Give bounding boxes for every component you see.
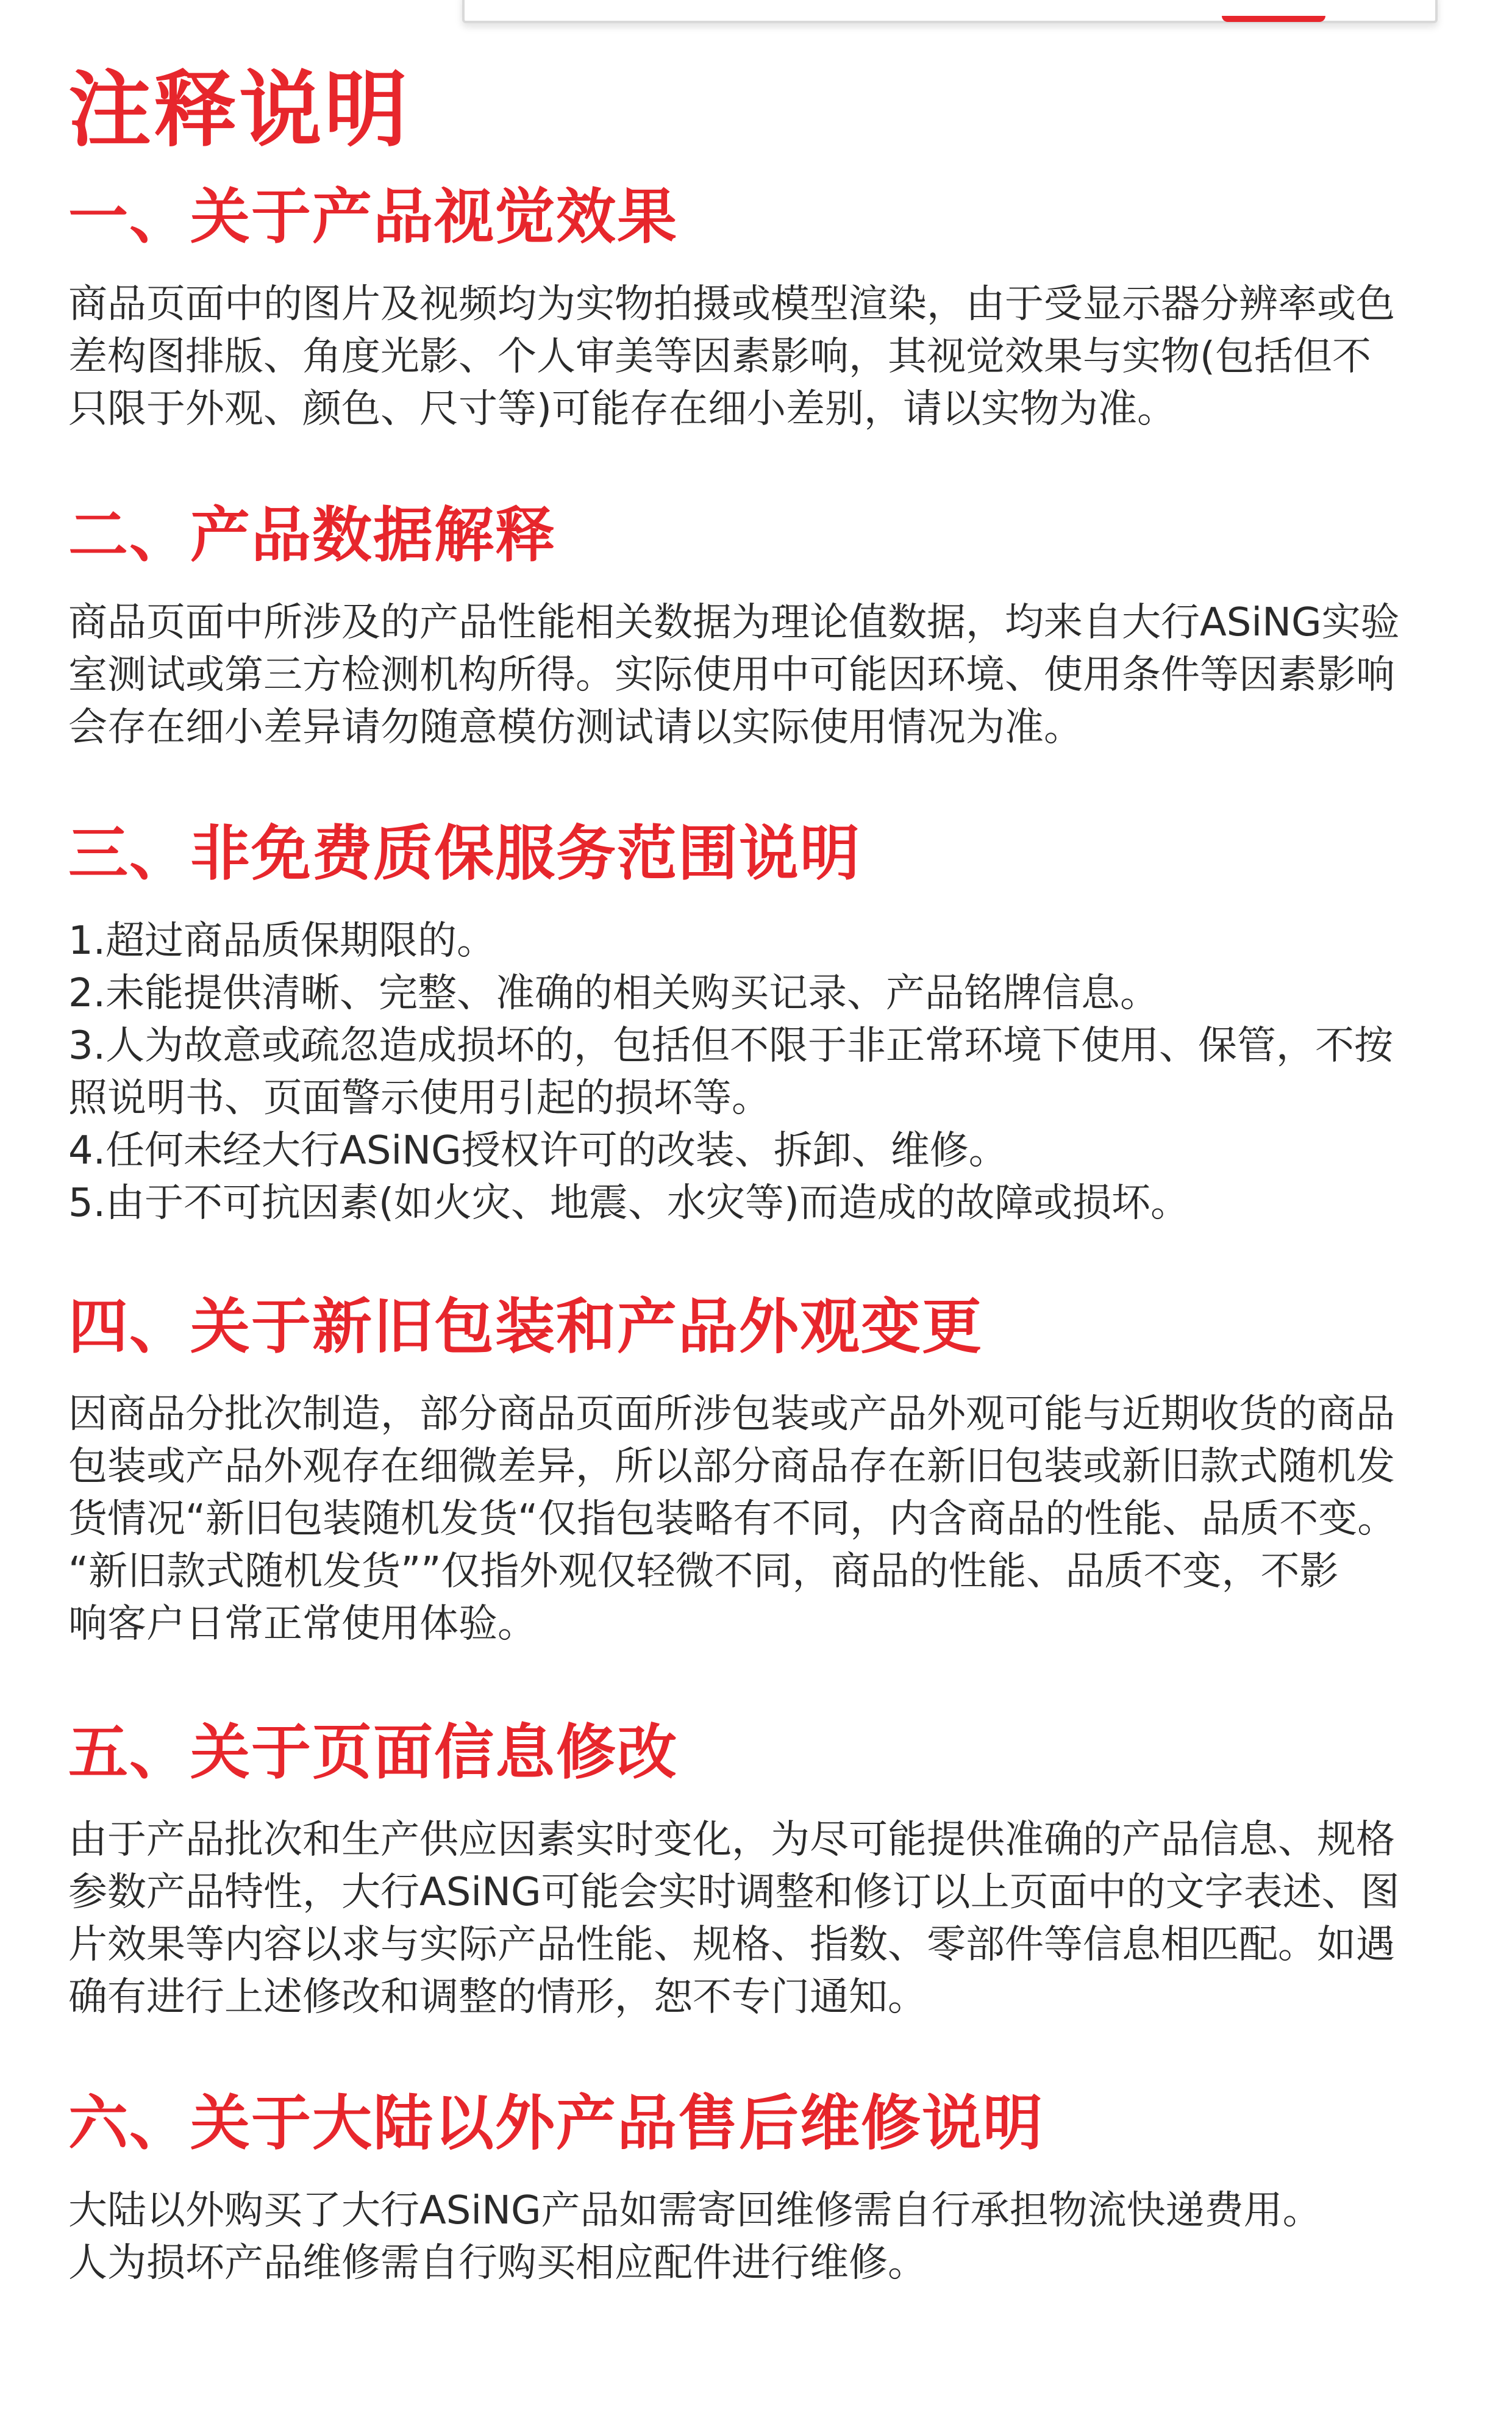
section-title: 三、非免费质保服务范围说明 [68,819,861,889]
body-line: 商品页面中的图片及视频均为实物拍摄或模型渲染，由于受显示器分辨率或色 [68,281,1395,327]
section-overseas-repair [68,2088,1446,2289]
body-line: 差构图排版、角度光影、个人审美等因素影响，其视觉效果与实物(包括但不 [68,334,1371,379]
body-line: 确有进行上述修改和调整的情形，恕不专门通知。 [68,1974,927,2020]
body-line: 响客户日常正常使用体验。 [68,1601,537,1647]
section-body [68,1388,1446,1650]
body-line: 由于产品批次和生产供应因素实时变化，为尽可能提供准确的产品信息、规格 [68,1817,1395,1862]
list-item: 5.由于不可抗因素(如火灾、地震、水灾等)而造成的故障或损坏。 [68,1180,1189,1226]
section-page-info-change [68,1717,1446,2023]
frame-accent [1222,16,1325,22]
body-line: 因商品分批次制造，部分商品页面所涉包装或产品外观可能与近期收货的商品 [68,1391,1395,1437]
section-title: 六、关于大陆以外产品售后维修说明 [68,2089,1044,2158]
body-line: 人为损坏产品维修需自行购买相应配件进行维修。 [68,2240,927,2286]
body-line: 只限于外观、颜色、尺寸等)可能存在细小差别，请以实物为准。 [68,386,1176,432]
list-item: 照说明书、页面警示使用引起的损坏等。 [68,1075,771,1121]
body-line: 参数产品特性，大行ASiNG可能会实时调整和修订以上页面中的文字表述、图 [68,1869,1400,1915]
section-body [68,1814,1446,2023]
section-title: 二、产品数据解释 [68,501,557,570]
section-packaging-change [68,1292,1446,1650]
body-line: 室测试或第三方检测机构所得。实际使用中可能因环境、使用条件等因素影响 [68,652,1395,698]
section-body [68,2184,1446,2289]
section-body [68,596,1446,754]
section-title: 一、关于产品视觉效果 [68,182,679,252]
body-line: 货情况“新旧包装随机发货“仅指包装略有不同，内含商品的性能、品质不变。 [68,1496,1397,1542]
body-line: 商品页面中所涉及的产品性能相关数据为理论值数据，均来自大行ASiNG实验 [68,599,1400,645]
section-body [68,915,1446,1229]
list-item: 2.未能提供清晰、完整、准确的相关购买记录、产品铭牌信息。 [68,970,1160,1016]
section-title: 四、关于新旧包装和产品外观变更 [68,1292,983,1362]
body-line: 会存在细小差异请勿随意模仿测试请以实际使用情况为准。 [68,704,1083,750]
list-item: 3.人为故意或疏忽造成损坏的，包括但不限于非正常环境下使用、保管，不按 [68,1023,1394,1068]
section-visual-effect [68,182,1446,435]
section-title: 五、关于页面信息修改 [68,1718,679,1787]
page-title: 注释说明 [68,62,410,159]
top-image-frame [462,0,1438,23]
section-product-data [68,500,1446,754]
section-warranty-scope [68,818,1446,1229]
body-line: 包装或产品外观存在细微差异，所以部分商品存在新旧包装或新旧款式随机发 [68,1444,1395,1489]
body-line: “新旧款式随机发货””仅指外观仅轻微不同，商品的性能、品质不变，不影 [68,1548,1339,1594]
body-line: 大陆以外购买了大行ASiNG产品如需寄回维修需自行承担物流快递费用。 [68,2188,1322,2233]
section-body [68,278,1446,435]
list-item: 1.超过商品质保期限的。 [68,918,496,964]
list-item: 4.任何未经大行ASiNG授权许可的改装、拆卸、维修。 [68,1128,1008,1173]
body-line: 片效果等内容以求与实际产品性能、规格、指数、零部件等信息相匹配。如遇 [68,1922,1395,1967]
